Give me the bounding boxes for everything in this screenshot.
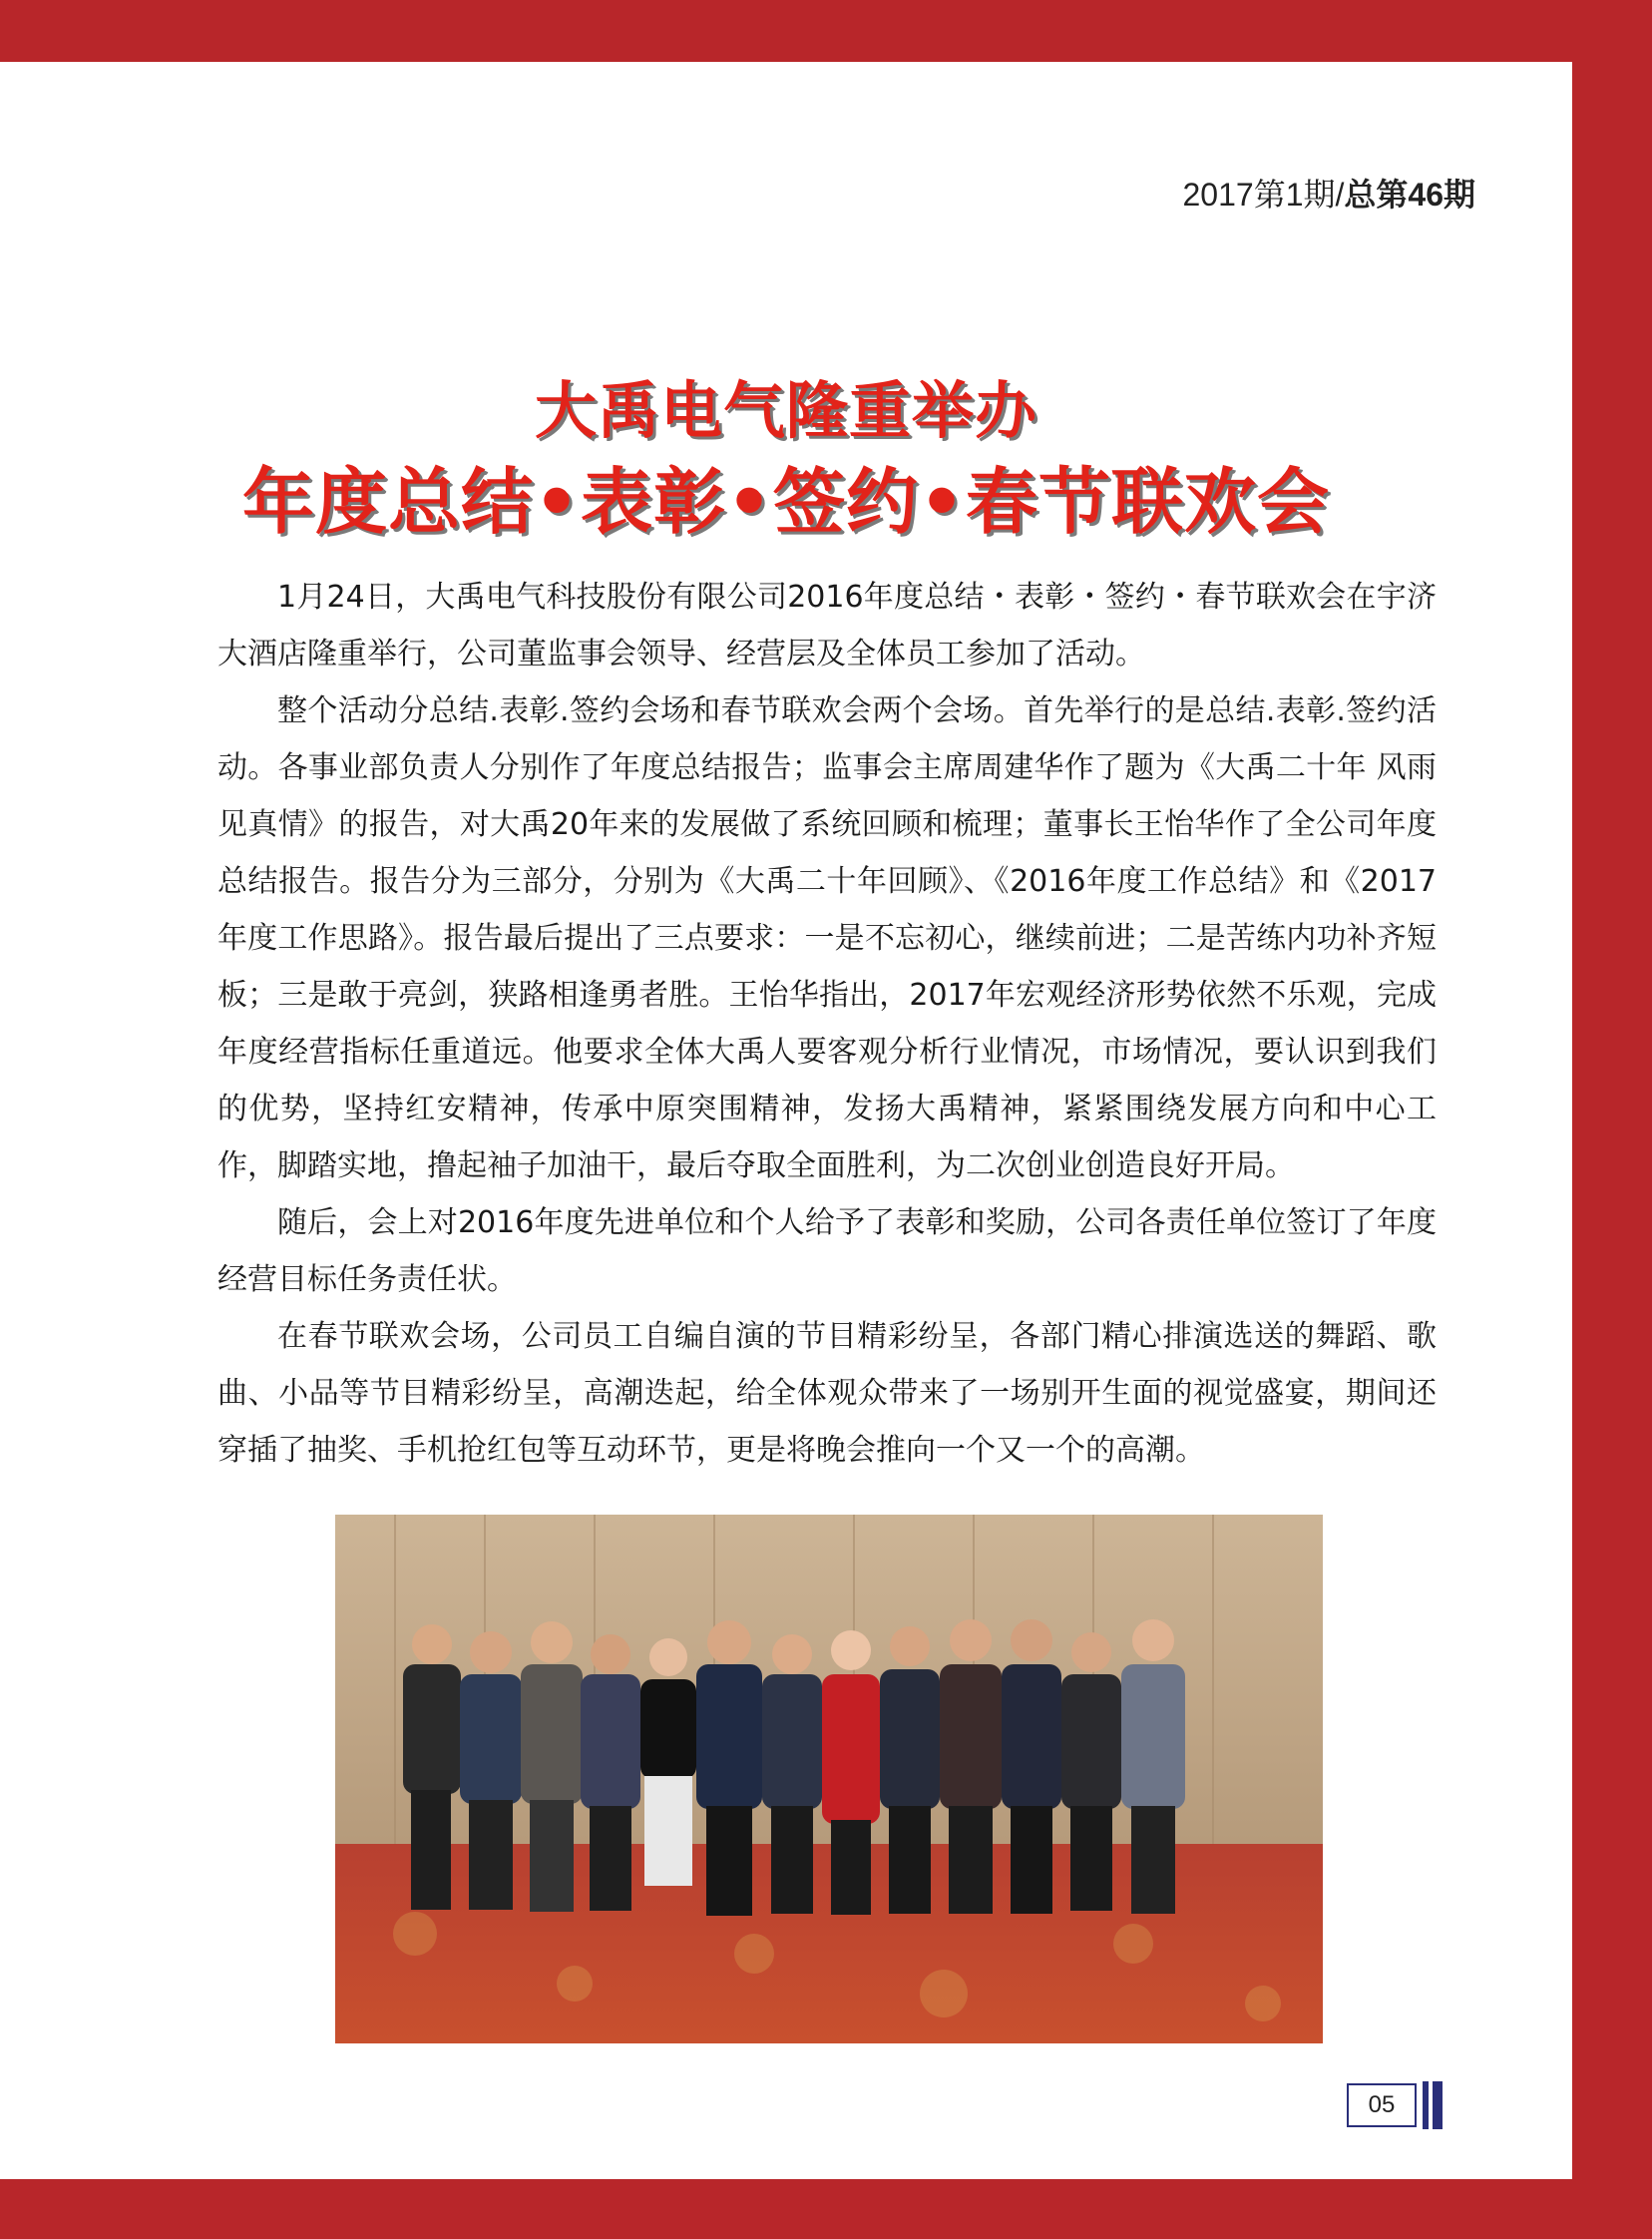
article-body: [217, 569, 1437, 1479]
issue-info: [1183, 170, 1476, 216]
magazine-page: [0, 62, 1572, 2179]
issue-prefix: 2017第1期/: [1182, 177, 1345, 213]
paragraph-2: 整个活动分总结.表彰.签约会场和春节联欢会两个会场。首先举行的是总结.表彰.签约活动。各事业部负责人分别作了年度总结报告；监事会主席周建华作了题为《大禹二十年 风雨见真情》的报告，对大禹20年来的发展做了系统回顾和梳理；董事长王怡华作了全公司年度总结报告。报告分为三部分，分别为《大禹二十年回顾》、《2016年度工作总结》和《2017年度工作思路》。报告最后提出了三点要求：一是不忘初心，继续前进；二是苦练内功补齐短板；三是敢于亮剑，狭路相逢勇者胜。王怡华指出，2017年宏观经济形势依然不乐观，完成年度经营指标任重道远。他要求全体大禹人要客观分析行业情况，市场情况，要认识到我们的优势，坚持红安精神，传承中原突围精神，发扬大禹精神，紧紧围绕发展方向和中心工作，脚踏实地，撸起袖子加油干，最后夺取全面胜利，为二次创业创造良好开局。: [217, 693, 1437, 1183]
page-number-bars: [1423, 2081, 1443, 2129]
group-photo-illustration: [335, 1515, 1323, 2043]
issue-total: 总第46期: [1344, 177, 1475, 213]
article-title-line-2: 年度总结•表彰•签约•春节联欢会: [241, 460, 1331, 544]
group-photo: [335, 1515, 1323, 2043]
paragraph-4: 在春节联欢会场，公司员工自编自演的节目精彩纷呈，各部门精心排演选送的舞蹈、歌曲、小品等节目精彩纷呈，高潮迭起，给全体观众带来了一场别开生面的视觉盛宴，期间还穿插了抽奖、手机抢红包等互动环节，更是将晚会推向一个又一个的高潮。: [217, 1319, 1437, 1468]
paragraph-3: 随后，会上对2016年度先进单位和个人给予了表彰和奖励，公司各责任单位签订了年度经营目标任务责任状。: [217, 1205, 1437, 1297]
page-number: 05: [1347, 2083, 1417, 2127]
article-title-line-1: 大禹电气隆重举办: [534, 374, 1037, 447]
paragraph-1: 1月24日，大禹电气科技股份有限公司2016年度总结・表彰・签约・春节联欢会在宇济大酒店隆重举行，公司董监事会领导、经营层及全体员工参加了活动。: [217, 580, 1437, 672]
